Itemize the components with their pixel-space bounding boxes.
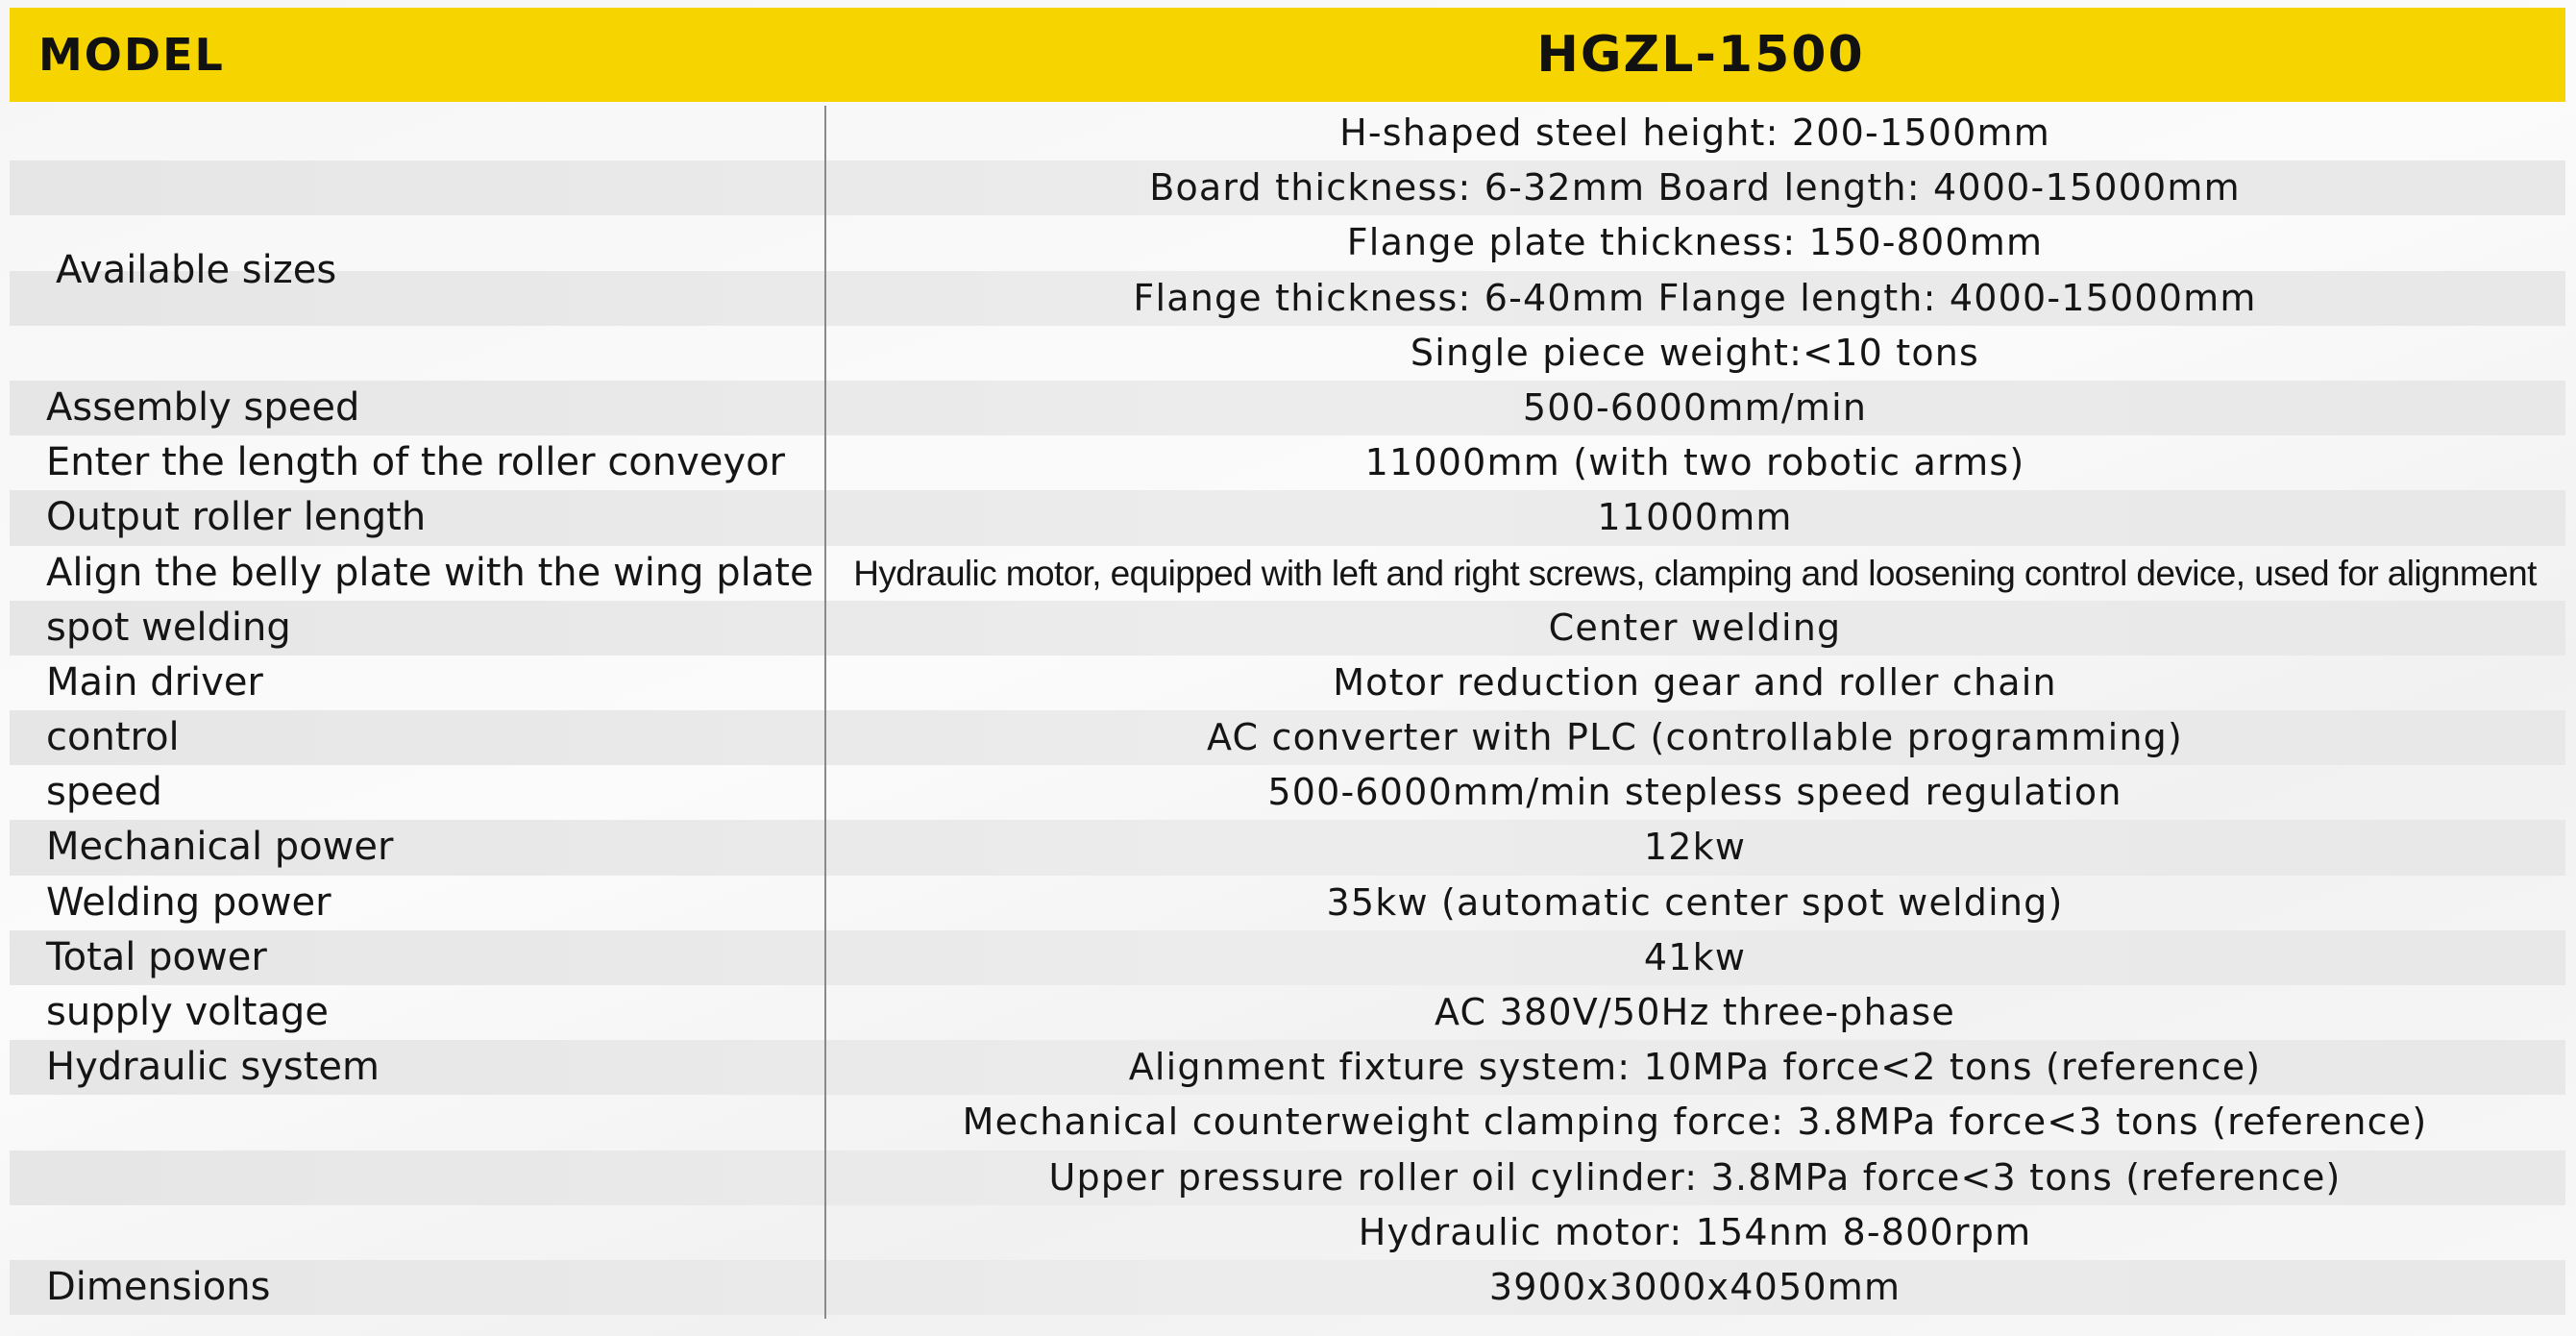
row-label [10, 106, 824, 161]
row-label: Assembly speed [46, 384, 360, 430]
row-value: Board thickness: 6-32mm Board length: 4000-15000mm [1149, 166, 2241, 210]
row-value: 3900x3000x4050mm [1488, 1265, 1901, 1308]
row-value: AC converter with PLC (controllable programming) [1207, 716, 2183, 759]
header-model-label: MODEL [38, 29, 225, 81]
table-row [10, 490, 2565, 545]
row-value: 11000mm (with two robotic arms) [1364, 441, 2025, 484]
row-label: Enter the length of the roller conveyor [46, 440, 786, 485]
row-value: Upper pressure roller oil cylinder: 3.8MPa force<3 tons (reference) [1048, 1155, 2342, 1199]
header-model-name: HGZL-1500 [1536, 26, 1865, 84]
row-value: Alignment fixture system: 10MPa force<2 tons (reference) [1128, 1046, 2262, 1089]
table-row [10, 1205, 2565, 1260]
row-label [10, 1150, 824, 1205]
row-value: 11000mm [1597, 496, 1793, 539]
available-sizes-label: Available sizes [56, 248, 337, 292]
table-row [10, 765, 2565, 820]
row-label: Main driver [46, 659, 263, 705]
table-row [10, 271, 2565, 326]
table-row [10, 1260, 2565, 1315]
table-row [10, 820, 2565, 875]
row-label [10, 1095, 824, 1150]
column-divider [824, 106, 826, 1319]
table-header [10, 8, 2565, 102]
table-row [10, 930, 2565, 985]
row-label: speed [46, 770, 162, 815]
row-value: Mechanical counterweight clamping force: 3.8MPa force<3 tons (reference) [962, 1101, 2428, 1144]
row-value: Flange thickness: 6-40mm Flange length: 4000-15000mm [1133, 276, 2257, 319]
row-label: Hydraulic system [46, 1045, 380, 1090]
table-row [10, 326, 2565, 381]
table-row [10, 985, 2565, 1040]
row-value: Motor reduction gear and roller chain [1333, 660, 2057, 704]
spec-table [10, 106, 2565, 1315]
row-label: Dimensions [46, 1264, 271, 1309]
row-label: Total power [46, 934, 267, 979]
table-row [10, 435, 2565, 490]
row-label: supply voltage [46, 990, 329, 1034]
row-label: Mechanical power [46, 825, 394, 870]
row-label [10, 161, 824, 215]
table-row [10, 1040, 2565, 1095]
table-row [10, 710, 2565, 765]
table-row [10, 656, 2565, 710]
row-label [10, 326, 824, 381]
table-row [10, 1150, 2565, 1205]
row-value: H-shaped steel height: 200-1500mm [1339, 111, 2050, 154]
row-value: Single piece weight:<10 tons [1410, 331, 1980, 374]
table-row [10, 546, 2565, 601]
row-label: Align the belly plate with the wing plate [46, 550, 814, 595]
row-value: Hydraulic motor, equipped with left and right screws, clamping and loosening control device, used for alignment [853, 553, 2537, 593]
row-value: Hydraulic motor: 154nm 8-800rpm [1358, 1210, 2032, 1253]
row-value: 500-6000mm/min stepless speed regulation [1267, 771, 2122, 814]
row-value: Flange plate thickness: 150-800mm [1346, 221, 2044, 264]
row-value: 35kw (automatic center spot welding) [1326, 880, 2064, 924]
table-row [10, 601, 2565, 656]
row-label [10, 1205, 824, 1260]
row-label: Output roller length [46, 495, 427, 540]
table-row [10, 381, 2565, 435]
row-label: control [46, 715, 180, 760]
table-row [10, 876, 2565, 930]
row-value: 41kw [1643, 935, 1747, 978]
table-row [10, 161, 2565, 215]
row-value: AC 380V/50Hz three-phase [1435, 991, 1955, 1033]
row-label: Welding power [46, 879, 331, 925]
row-value: 12kw [1643, 826, 1747, 869]
row-label: spot welding [46, 605, 291, 650]
table-row [10, 215, 2565, 270]
row-value: Center welding [1548, 606, 1842, 649]
table-row [10, 1095, 2565, 1150]
table-row [10, 106, 2565, 161]
row-value: 500-6000mm/min [1522, 385, 1868, 429]
